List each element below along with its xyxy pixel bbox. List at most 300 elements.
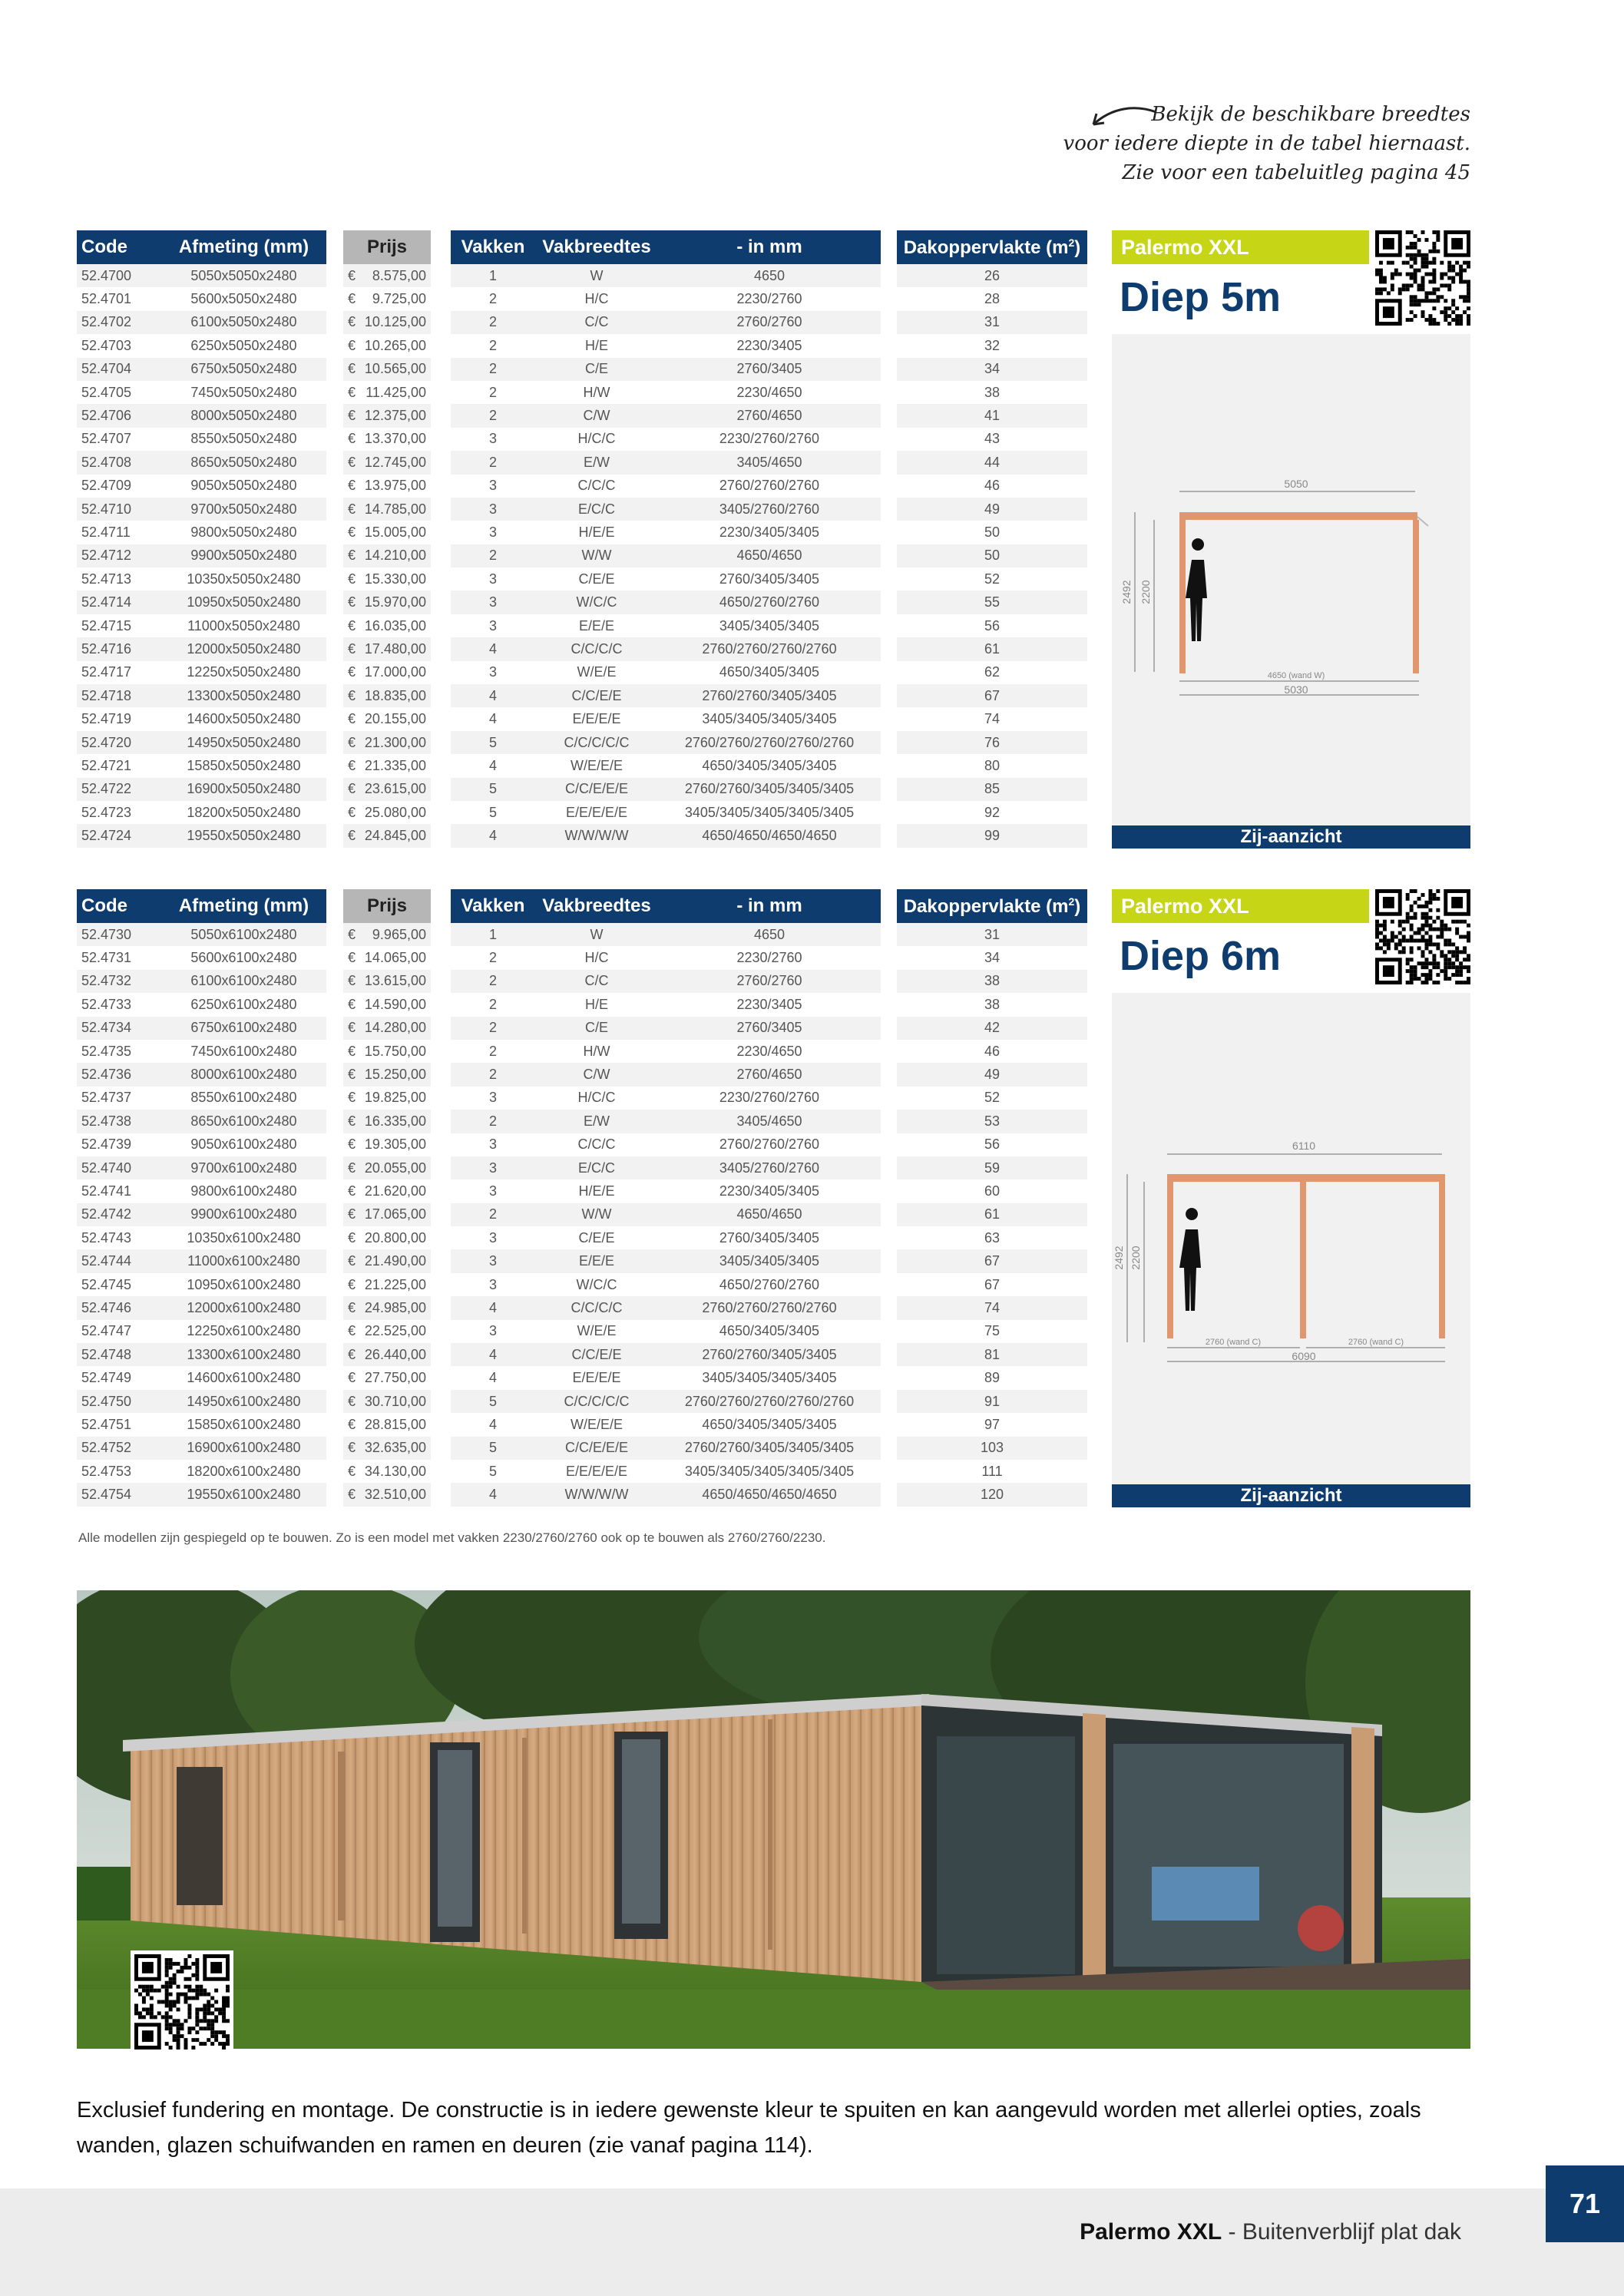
cell-size: 8000x6100x2480: [161, 1063, 326, 1086]
table-row: [897, 591, 1087, 614]
currency-symbol: €: [348, 454, 356, 470]
depth-title: Diep 5m: [1120, 274, 1282, 320]
cell-price: [343, 451, 431, 474]
table-row: [343, 567, 431, 591]
table-row: [897, 1320, 1087, 1343]
cell-bay-types: E/E/E/E: [535, 1366, 658, 1389]
cell-price: [343, 1460, 431, 1483]
table-row: [451, 661, 881, 684]
cell-bays: 2: [451, 1040, 535, 1063]
table-row: [897, 404, 1087, 427]
price-value: 30.710,00: [364, 1393, 426, 1409]
dimension-label: 2200: [1130, 1246, 1142, 1270]
col-header-bay-widths: Vakbreedtes: [535, 889, 658, 923]
price-table: [343, 889, 431, 1507]
cell-bay-widths: 3405/4650: [658, 1110, 881, 1133]
cell-code: 52.4730: [77, 923, 161, 946]
cell-price: [343, 358, 431, 381]
cell-bay-types: H/C: [535, 946, 658, 969]
qr-code[interactable]: [1375, 230, 1470, 326]
roof-beam: [1167, 1174, 1445, 1182]
table-row: [897, 1179, 1087, 1203]
cell-size: 9050x5050x2480: [161, 475, 326, 498]
cell-code: 52.4722: [77, 778, 161, 801]
cell-code: 52.4711: [77, 521, 161, 544]
dimension-label: 4650 (wand W): [1267, 671, 1325, 680]
cell-code: 52.4743: [77, 1226, 161, 1249]
side-view-drawing: [1112, 334, 1470, 825]
cell-price: [343, 544, 431, 567]
code-size-table: [77, 889, 326, 1507]
cell-bays: 2: [451, 287, 535, 310]
currency-symbol: €: [348, 361, 356, 377]
cell-price: [343, 1040, 431, 1063]
col-header-bays: Vakken: [451, 230, 535, 264]
cell-bay-types: W/W/W/W: [535, 1483, 658, 1506]
cell-roof-area: 52: [897, 567, 1087, 591]
currency-symbol: €: [348, 1299, 356, 1315]
col-header-price: Prijs: [343, 230, 431, 264]
table-row: [343, 731, 431, 754]
price-table: [343, 230, 431, 848]
price-value: 20.155,00: [364, 711, 426, 727]
currency-symbol: €: [348, 734, 356, 750]
price-value: 17.480,00: [364, 640, 426, 657]
table-row: [451, 1179, 881, 1203]
table-row: [897, 707, 1087, 730]
price-value: 28.815,00: [364, 1416, 426, 1432]
currency-symbol: €: [348, 384, 356, 400]
cell-size: 19550x6100x2480: [161, 1483, 326, 1506]
table-row: [77, 637, 326, 660]
cell-price: [343, 661, 431, 684]
cell-bay-widths: 2230/3405/3405: [658, 1179, 881, 1203]
cell-price: [343, 707, 431, 730]
cell-bay-types: H/C/C: [535, 1087, 658, 1110]
dimension-label: 2200: [1139, 580, 1152, 604]
cell-size: 9800x6100x2480: [161, 1179, 326, 1203]
cell-bay-types: C/C/E/E/E: [535, 778, 658, 801]
cell-bay-widths: 4650/2760/2760: [658, 1273, 881, 1296]
cell-size: 9700x5050x2480: [161, 498, 326, 521]
currency-symbol: €: [348, 1253, 356, 1269]
cell-bays: 5: [451, 1437, 535, 1460]
cell-roof-area: 81: [897, 1343, 1087, 1366]
table-row: [77, 1017, 326, 1040]
table-row: [897, 287, 1087, 310]
table-row: [77, 801, 326, 824]
cell-bay-widths: 2760/3405/3405: [658, 567, 881, 591]
cell-roof-area: 43: [897, 428, 1087, 451]
cell-price: [343, 1320, 431, 1343]
cell-price: [343, 684, 431, 707]
table-row: [343, 1273, 431, 1296]
price-value: 18.835,00: [364, 687, 426, 703]
dimension-label: 6110: [1292, 1140, 1316, 1152]
cell-bays: 4: [451, 1413, 535, 1436]
cell-code: 52.4750: [77, 1390, 161, 1413]
cell-bay-widths: 2760/2760/2760/2760: [658, 637, 881, 660]
product-tag: Palermo XXL: [1112, 230, 1369, 264]
superscript: 2: [1068, 895, 1075, 908]
cell-roof-area: 26: [897, 264, 1087, 287]
table-row: [343, 1040, 431, 1063]
cell-size: 12000x6100x2480: [161, 1296, 326, 1319]
table-row: [451, 451, 881, 474]
cell-bay-widths: 2760/4650: [658, 404, 881, 427]
cell-code: 52.4739: [77, 1133, 161, 1156]
cell-code: 52.4721: [77, 754, 161, 777]
table-row: [77, 684, 326, 707]
price-value: 21.620,00: [364, 1183, 426, 1199]
currency-symbol: €: [348, 781, 356, 797]
table-row: [897, 731, 1087, 754]
table-row: [897, 1063, 1087, 1086]
price-value: 14.785,00: [364, 501, 426, 517]
table-row: [451, 1203, 881, 1226]
product-photo: [77, 1590, 1470, 2049]
price-value: 24.985,00: [364, 1299, 426, 1315]
table-row: [77, 1063, 326, 1086]
table-row: [343, 428, 431, 451]
cell-bay-types: E/E/E: [535, 1249, 658, 1272]
cell-roof-area: 31: [897, 311, 1087, 334]
cell-bay-types: C/E: [535, 1017, 658, 1040]
cell-roof-area: 56: [897, 614, 1087, 637]
cell-bay-widths: 2230/3405/3405: [658, 521, 881, 544]
table-row: [343, 591, 431, 614]
table-row: [77, 707, 326, 730]
table-row: [451, 1366, 881, 1389]
cell-price: [343, 993, 431, 1016]
currency-symbol: €: [348, 973, 356, 989]
cell-price: [343, 970, 431, 993]
cell-code: 52.4732: [77, 970, 161, 993]
cell-code: 52.4719: [77, 707, 161, 730]
cell-bay-widths: 3405/3405/3405/3405/3405: [658, 801, 881, 824]
table-row: [343, 311, 431, 334]
cell-bay-types: W/C/C: [535, 591, 658, 614]
cell-code: 52.4703: [77, 334, 161, 357]
cell-roof-area: 49: [897, 498, 1087, 521]
cell-price: [343, 475, 431, 498]
cell-roof-area: 59: [897, 1156, 1087, 1179]
cell-price: [343, 1413, 431, 1436]
price-value: 11.425,00: [365, 384, 426, 400]
table-row: [897, 428, 1087, 451]
qr-code-icon: [134, 1954, 230, 2050]
cell-bays: 2: [451, 358, 535, 381]
cell-roof-area: 74: [897, 707, 1087, 730]
cell-bay-types: C/C/C/C/C: [535, 1390, 658, 1413]
cell-bays: 4: [451, 1343, 535, 1366]
cell-bay-widths: 4650/3405/3405/3405: [658, 1413, 881, 1436]
post: [1179, 520, 1186, 673]
cell-code: 52.4709: [77, 475, 161, 498]
table-row: [451, 311, 881, 334]
col-header-price: Prijs: [343, 889, 431, 923]
cell-code: 52.4716: [77, 637, 161, 660]
table-row: [343, 1087, 431, 1110]
price-value: 12.375,00: [364, 408, 426, 424]
cell-roof-area: 85: [897, 778, 1087, 801]
table-row: [77, 1437, 326, 1460]
cell-roof-area: 91: [897, 1390, 1087, 1413]
cell-code: 52.4714: [77, 591, 161, 614]
cell-size: 6250x5050x2480: [161, 334, 326, 357]
table-header-row: [897, 230, 1087, 264]
cell-bay-widths: 2760/2760/2760/2760/2760: [658, 731, 881, 754]
cell-roof-area: 76: [897, 731, 1087, 754]
table-row: [77, 1483, 326, 1506]
col-header-code: Code: [77, 230, 161, 264]
cell-roof-area: 46: [897, 1040, 1087, 1063]
page-footer: [0, 2188, 1624, 2296]
table-row: [897, 521, 1087, 544]
cell-price: [343, 334, 431, 357]
price-value: 8.575,00: [372, 267, 426, 283]
cell-code: 52.4707: [77, 428, 161, 451]
cell-size: 5600x6100x2480: [161, 946, 326, 969]
cell-price: [343, 591, 431, 614]
price-value: 9.965,00: [372, 926, 426, 942]
table-row: [451, 264, 881, 287]
cell-price: [343, 521, 431, 544]
currency-symbol: €: [348, 548, 356, 564]
currency-symbol: €: [348, 1487, 356, 1503]
table-row: [897, 661, 1087, 684]
qr-code[interactable]: [1375, 889, 1470, 984]
cell-bay-widths: 2230/2760/2760: [658, 428, 881, 451]
table-row: [77, 1413, 326, 1436]
cell-bays: 2: [451, 451, 535, 474]
view-caption: Zij-aanzicht: [1112, 1484, 1470, 1507]
side-view-diagram: [1112, 334, 1470, 825]
cell-code: 52.4712: [77, 544, 161, 567]
cell-bay-widths: 3405/3405/3405/3405: [658, 707, 881, 730]
price-value: 15.250,00: [364, 1067, 426, 1083]
cell-code: 52.4735: [77, 1040, 161, 1063]
col-header-in-mm: - in mm: [658, 230, 881, 264]
col-header-size: Afmeting (mm): [161, 889, 326, 923]
cell-bays: 4: [451, 637, 535, 660]
cell-bays: 3: [451, 1156, 535, 1179]
currency-symbol: €: [348, 804, 356, 820]
cell-bay-types: H/E: [535, 334, 658, 357]
table-row: [897, 381, 1087, 404]
cell-bays: 3: [451, 1087, 535, 1110]
cell-size: 13300x6100x2480: [161, 1343, 326, 1366]
table-row: [343, 1017, 431, 1040]
price-value: 10.125,00: [364, 314, 426, 330]
table-header-row: [897, 889, 1087, 923]
table-header-row: [343, 889, 431, 923]
table-row: [77, 824, 326, 847]
table-row: [451, 1413, 881, 1436]
cell-bay-widths: 2760/2760: [658, 311, 881, 334]
cell-size: 14950x6100x2480: [161, 1390, 326, 1413]
code-size-table: [77, 230, 326, 848]
price-value: 32.510,00: [364, 1487, 426, 1503]
page-number: 71: [1546, 2165, 1624, 2242]
cell-size: 12250x6100x2480: [161, 1320, 326, 1343]
table-row: [343, 404, 431, 427]
table-header-row: [343, 230, 431, 264]
cell-bay-widths: 2230/3405: [658, 993, 881, 1016]
cell-size: 8650x6100x2480: [161, 1110, 326, 1133]
note-line: voor iedere diepte in de tabel hiernaast.: [1063, 132, 1470, 155]
price-value: 19.305,00: [364, 1136, 426, 1153]
table-row: [343, 1296, 431, 1319]
cell-bay-widths: 2760/2760/3405/3405/3405: [658, 778, 881, 801]
qr-code[interactable]: [131, 1950, 233, 2053]
cell-code: 52.4748: [77, 1343, 161, 1366]
price-value: 21.300,00: [364, 734, 426, 750]
cell-bays: 3: [451, 1133, 535, 1156]
cell-bay-widths: 4650: [658, 264, 881, 287]
cell-roof-area: 74: [897, 1296, 1087, 1319]
table-row: [897, 970, 1087, 993]
cell-bay-types: W/W: [535, 1203, 658, 1226]
price-value: 22.525,00: [364, 1323, 426, 1339]
product-tag: Palermo XXL: [1112, 889, 1369, 923]
cell-roof-area: 97: [897, 1413, 1087, 1436]
cell-size: 15850x5050x2480: [161, 754, 326, 777]
cell-size: 12000x5050x2480: [161, 637, 326, 660]
cell-bay-types: C/E: [535, 358, 658, 381]
price-value: 20.055,00: [364, 1160, 426, 1176]
dimension-line: [1417, 517, 1428, 526]
table-row: [451, 731, 881, 754]
table-row: [77, 358, 326, 381]
cell-code: 52.4701: [77, 287, 161, 310]
currency-symbol: €: [348, 594, 356, 610]
cell-bay-types: H/E/E: [535, 1179, 658, 1203]
cell-bay-types: E/E/E/E: [535, 707, 658, 730]
table-row: [897, 778, 1087, 801]
table-row: [77, 591, 326, 614]
table-row: [343, 1483, 431, 1506]
currency-symbol: €: [348, 640, 356, 657]
currency-symbol: €: [348, 314, 356, 330]
cell-code: 52.4706: [77, 404, 161, 427]
price-value: 13.370,00: [364, 431, 426, 447]
cell-bay-widths: 4650/3405/3405/3405: [658, 754, 881, 777]
cell-bays: 3: [451, 1320, 535, 1343]
table-row: [343, 1063, 431, 1086]
table-row: [77, 993, 326, 1016]
cell-roof-area: 55: [897, 591, 1087, 614]
cell-bays: 2: [451, 544, 535, 567]
cell-bays: 3: [451, 1249, 535, 1272]
table-row: [451, 1110, 881, 1133]
table-row: [343, 287, 431, 310]
table-row: [451, 993, 881, 1016]
currency-symbol: €: [348, 664, 356, 680]
table-row: [897, 1343, 1087, 1366]
cell-size: 9900x6100x2480: [161, 1203, 326, 1226]
table-row: [451, 521, 881, 544]
price-value: 34.130,00: [364, 1463, 426, 1479]
currency-symbol: €: [348, 478, 356, 494]
price-value: 21.335,00: [364, 757, 426, 773]
cell-roof-area: 28: [897, 287, 1087, 310]
table-row: [343, 381, 431, 404]
cell-size: 9900x5050x2480: [161, 544, 326, 567]
table-row: [343, 754, 431, 777]
cell-bays: 3: [451, 1273, 535, 1296]
price-value: 13.615,00: [364, 973, 426, 989]
table-row: [451, 334, 881, 357]
cell-size: 10350x5050x2480: [161, 567, 326, 591]
table-row: [897, 824, 1087, 847]
roof-beam: [1179, 512, 1417, 520]
price-value: 17.000,00: [364, 664, 426, 680]
cell-price: [343, 1179, 431, 1203]
cell-roof-area: 75: [897, 1320, 1087, 1343]
cell-bays: 4: [451, 684, 535, 707]
cell-bay-types: H/W: [535, 1040, 658, 1063]
table-row: [897, 637, 1087, 660]
roof-area-table: [897, 889, 1087, 1507]
cell-bays: 2: [451, 970, 535, 993]
currency-symbol: €: [348, 1276, 356, 1292]
cell-price: [343, 1087, 431, 1110]
footer-brand-name: Palermo XXL: [1080, 2219, 1222, 2245]
cell-code: 52.4733: [77, 993, 161, 1016]
table-row: [77, 923, 326, 946]
cell-bay-types: W: [535, 264, 658, 287]
cell-roof-area: 41: [897, 404, 1087, 427]
table-row: [897, 1437, 1087, 1460]
cell-bay-widths: 2760/2760/2760/2760: [658, 1296, 881, 1319]
cell-price: [343, 801, 431, 824]
cell-bays: 2: [451, 993, 535, 1016]
post: [1439, 1182, 1445, 1338]
table-row: [897, 358, 1087, 381]
cell-price: [343, 1156, 431, 1179]
cell-bay-widths: 4650: [658, 923, 881, 946]
currency-symbol: €: [348, 687, 356, 703]
table-row: [343, 707, 431, 730]
cell-bay-widths: 3405/2760/2760: [658, 1156, 881, 1179]
table-row: [451, 637, 881, 660]
person-silhouette-icon: [1186, 538, 1207, 641]
table-row: [897, 1296, 1087, 1319]
table-row: [77, 1249, 326, 1272]
cell-roof-area: 62: [897, 661, 1087, 684]
currency-symbol: €: [348, 1416, 356, 1432]
price-value: 23.615,00: [364, 781, 426, 797]
cell-bays: 3: [451, 521, 535, 544]
cell-price: [343, 1366, 431, 1389]
cell-roof-area: 60: [897, 1179, 1087, 1203]
table-row: [77, 544, 326, 567]
currency-symbol: €: [348, 1206, 356, 1222]
cell-bay-widths: 3405/3405/3405/3405: [658, 1366, 881, 1389]
cell-bay-types: H/C/C: [535, 428, 658, 451]
cell-roof-area: 67: [897, 684, 1087, 707]
currency-symbol: €: [348, 524, 356, 540]
table-row: [343, 521, 431, 544]
cell-bay-widths: 2760/3405: [658, 358, 881, 381]
table-row: [343, 1437, 431, 1460]
cell-bays: 4: [451, 1366, 535, 1389]
currency-symbol: €: [348, 267, 356, 283]
cell-roof-area: 52: [897, 1087, 1087, 1110]
cell-roof-area: 111: [897, 1460, 1087, 1483]
cell-price: [343, 404, 431, 427]
